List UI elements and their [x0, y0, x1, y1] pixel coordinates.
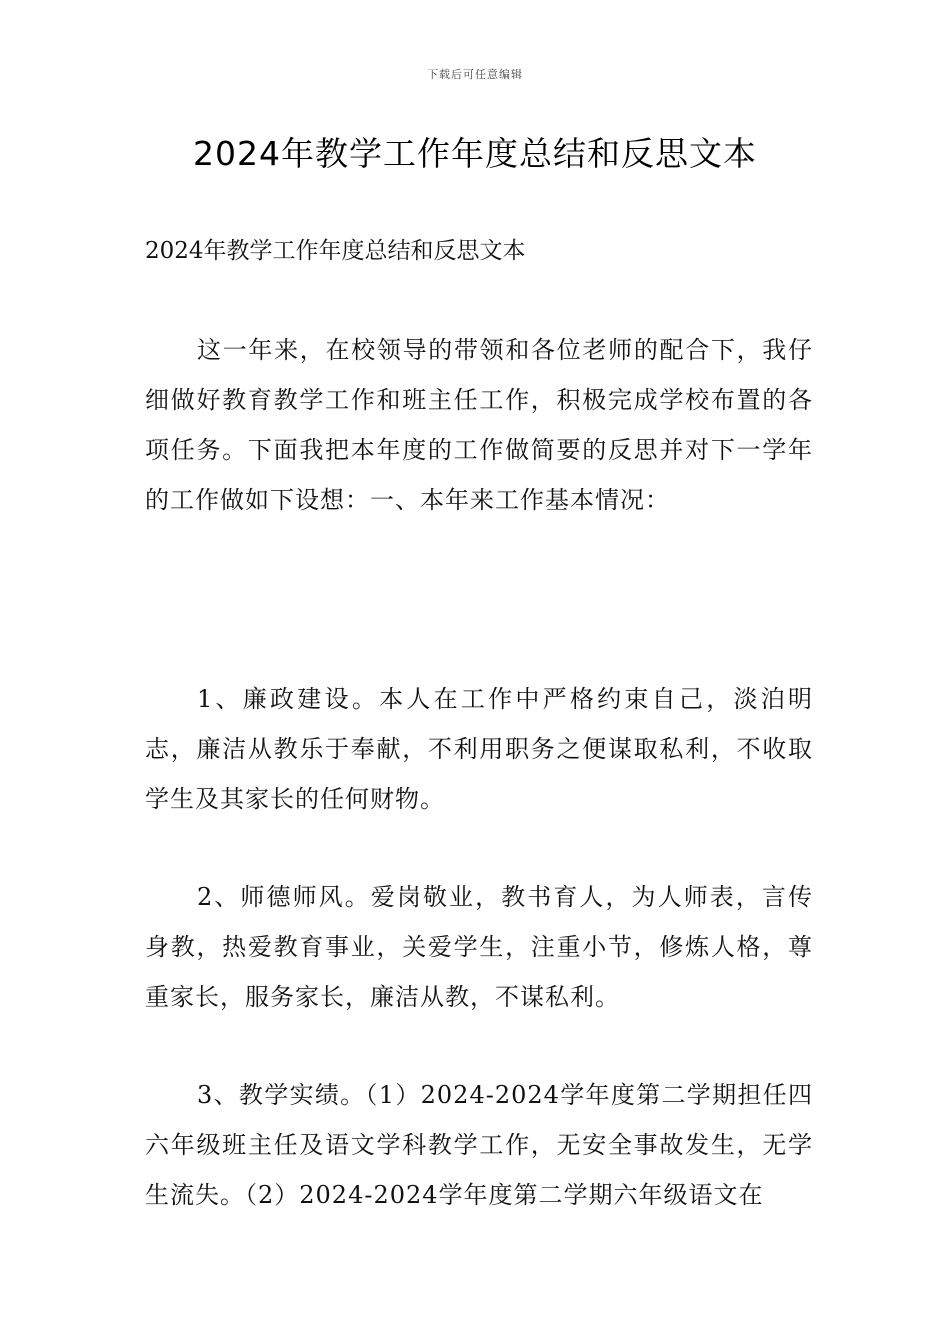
intro-paragraph: 这一年来，在校领导的带领和各位老师的配合下，我仔细做好教育教学工作和班主任工作，积极完成学校布置的各项任务。下面我把本年度的工作做简要的反思并对下一学年的工作做如下设想：一、本年来工作基本情况： [145, 336, 813, 514]
item-2-paragraph: 2、师德师风。爱岗敬业，教书育人，为人师表，言传身教，热爱教育事业，关爱学生，注重小节，修炼人格，尊重家长，服务家长，廉洁从教，不谋私利。 [145, 883, 813, 1011]
document-subtitle: 2024年教学工作年度总结和反思文本 [145, 238, 526, 264]
item-1-paragraph: 1、廉政建设。本人在工作中严格约束自己，淡泊明志，廉洁从教乐于奉献，不利用职务之便谋取私利，不收取学生及其家长的任何财物。 [145, 685, 813, 813]
item-3-paragraph: 3、教学实绩。（1）2024-2024学年度第二学期担任四六年级班主任及语文学科教学工作，无安全事故发生，无学生流失。（2）2024-2024学年度第二学期六年级语文在 [145, 1081, 813, 1209]
header-note: 下载后可任意编辑 [427, 68, 523, 81]
document-title: 2024年教学工作年度总结和反思文本 [193, 134, 757, 173]
